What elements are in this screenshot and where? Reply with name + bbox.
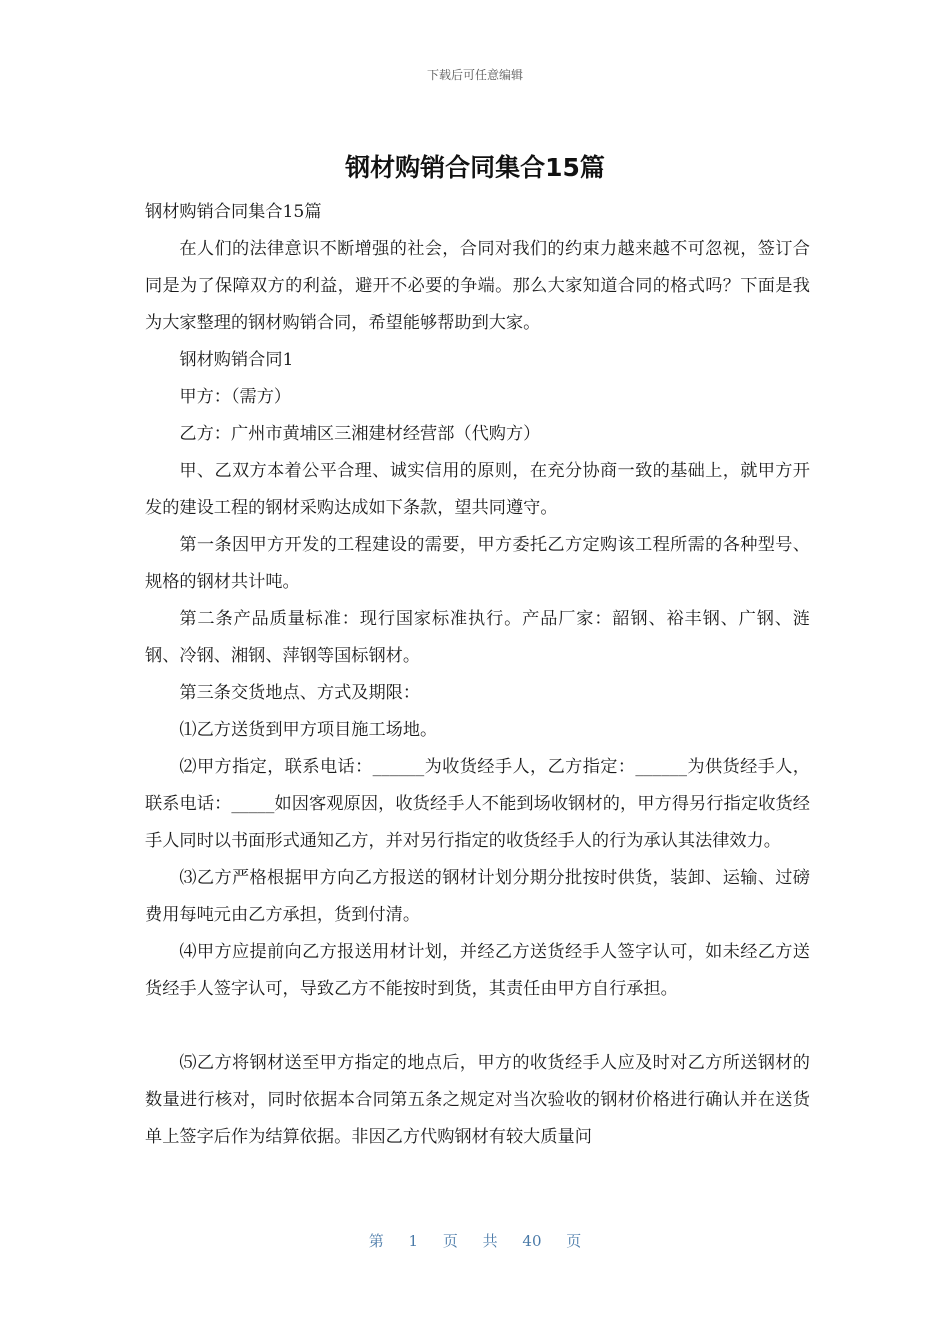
header-note: 下载后可任意编辑	[426, 68, 523, 82]
article-1-paragraph: 第一条因甲方开发的工程建设的需要，甲方委托乙方定购该工程所需的各种型号、规格的钢材共计吨。	[145, 535, 810, 592]
page-footer	[0, 1230, 950, 1251]
party-a-line: 甲方：（需方）	[179, 387, 292, 407]
clause-4-paragraph: ⑷甲方应提前向乙方报送用材计划，并经乙方送货经手人签字认可，如未经乙方送货经手人签字认可，导致乙方不能按时到货，其责任由甲方自行承担。	[145, 942, 810, 999]
page-label-4: 页	[566, 1232, 582, 1250]
clause-5-paragraph: ⑸乙方将钢材送至甲方指定的地点后，甲方的收货经手人应及时对乙方所送钢材的数量进行核对，同时依据本合同第五条之规定对当次验收的钢材价格进行确认并在送货单上签字后作为结算依据。非因乙方代购钢材有较大质量问	[145, 1053, 810, 1147]
page-label-3: 共	[482, 1232, 498, 1250]
page-label-2: 页	[442, 1232, 458, 1250]
party-b-line: 乙方：广州市黄埔区三湘建材经营部（代购方）	[179, 424, 541, 444]
subtitle-paragraph: 钢材购销合同集合15篇	[145, 202, 322, 222]
clause-2-paragraph: ⑵甲方指定，联系电话：______为收货经手人，乙方指定：______为供货经手人，联系电话：_____如因客观原因，收货经手人不能到场收钢材的，甲方得另行指定收货经手人同时以书面形式通知乙方，并对另行指定的收货经手人的行为承认其法律效力。	[145, 757, 810, 851]
page-total: 40	[522, 1232, 542, 1250]
clause-1-paragraph: ⑴乙方送货到甲方项目施工场地。	[179, 720, 438, 740]
document-title: 钢材购销合同集合15篇	[345, 153, 605, 182]
document-body	[145, 194, 810, 1156]
article-3-heading: 第三条交货地点、方式及期限：	[179, 683, 421, 703]
page-label-1: 第	[368, 1232, 384, 1250]
clause-3-paragraph: ⑶乙方严格根据甲方向乙方报送的钢材计划分期分批按时供货，装卸、运输、过磅费用每吨元由乙方承担，货到付清。	[145, 868, 810, 925]
preamble-paragraph: 甲、乙双方本着公平合理、诚实信用的原则，在充分协商一致的基础上，就甲方开发的建设工程的钢材采购达成如下条款，望共同遵守。	[145, 461, 810, 518]
page-current: 1	[408, 1232, 419, 1250]
article-2-paragraph: 第二条产品质量标准：现行国家标准执行。产品厂家：韶钢、裕丰钢、广钢、涟钢、冷钢、湘钢、萍钢等国标钢材。	[145, 609, 810, 666]
intro-paragraph: 在人们的法律意识不断增强的社会，合同对我们的约束力越来越不可忽视，签订合同是为了保障双方的利益，避开不必要的争端。那么大家知道合同的格式吗？下面是我为大家整理的钢材购销合同，希望能够帮助到大家。	[145, 239, 810, 333]
contract-heading: 钢材购销合同1	[179, 350, 294, 370]
